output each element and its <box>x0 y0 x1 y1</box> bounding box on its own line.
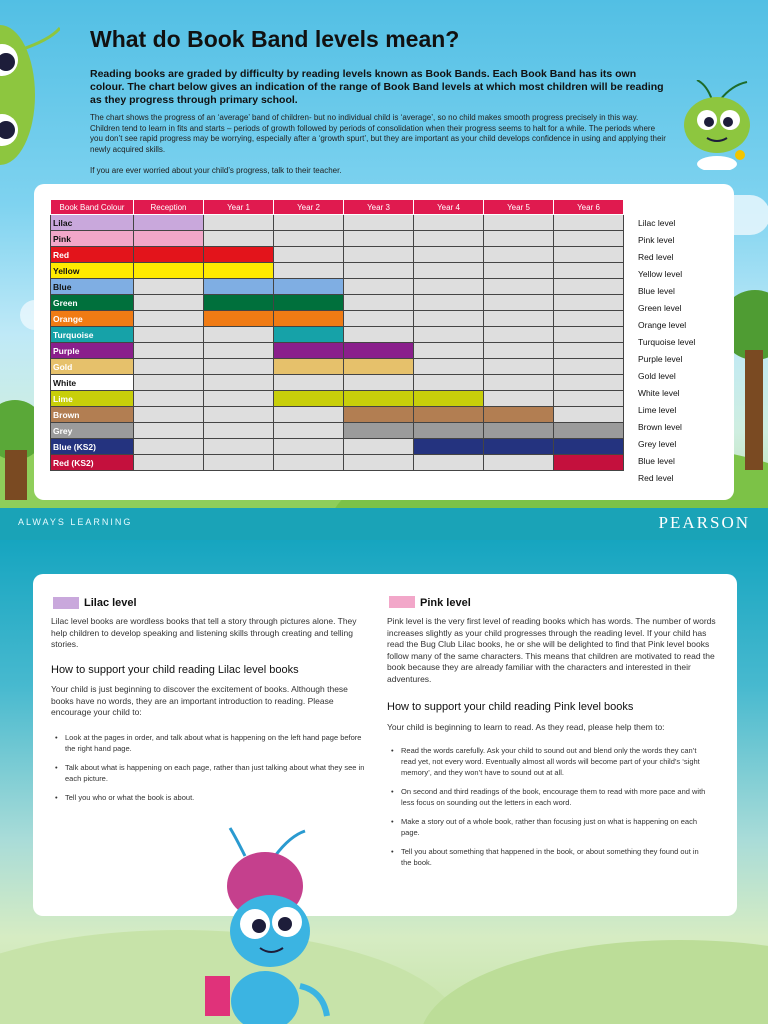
band-filled-cell <box>204 263 274 279</box>
chart-header-cell: Book Band Colour <box>51 200 134 215</box>
band-empty-cell <box>484 327 554 343</box>
band-empty-cell <box>554 279 624 295</box>
band-empty-cell <box>484 391 554 407</box>
chart-header-cell: Reception <box>134 200 204 215</box>
band-empty-cell <box>414 343 484 359</box>
band-empty-cell <box>274 455 344 471</box>
lilac-how-title: How to support your child reading Lilac level books <box>51 664 299 676</box>
band-filled-cell <box>414 439 484 455</box>
band-name-cell: Grey <box>51 423 134 439</box>
list-item: • Make a story out of a whole book, rather than focusing just on what is happening on each page. <box>389 816 711 838</box>
always-learning-label: ALWAYS LEARNING <box>18 517 133 527</box>
level-legend-item: Grey level <box>638 439 677 449</box>
band-filled-cell <box>204 247 274 263</box>
band-empty-cell <box>414 311 484 327</box>
band-empty-cell <box>134 375 204 391</box>
pearson-logo: PEARSON <box>658 513 750 532</box>
band-empty-cell <box>344 263 414 279</box>
band-empty-cell <box>344 295 414 311</box>
band-filled-cell <box>134 231 204 247</box>
lilac-title: Lilac level <box>84 597 137 609</box>
band-empty-cell <box>344 311 414 327</box>
hill-shape <box>420 940 768 1024</box>
band-filled-cell <box>414 407 484 423</box>
band-empty-cell <box>134 423 204 439</box>
band-empty-cell <box>344 439 414 455</box>
band-filled-cell <box>204 279 274 295</box>
band-empty-cell <box>344 279 414 295</box>
band-name-cell: Orange <box>51 311 134 327</box>
band-name-cell: Yellow <box>51 263 134 279</box>
band-empty-cell <box>554 327 624 343</box>
band-empty-cell <box>134 279 204 295</box>
chart-header-cell: Year 1 <box>204 200 274 215</box>
pink-tips-list <box>389 745 711 876</box>
table-row <box>51 247 624 263</box>
band-filled-cell <box>414 391 484 407</box>
chart-header-cell: Year 4 <box>414 200 484 215</box>
band-empty-cell <box>204 407 274 423</box>
table-row <box>51 327 624 343</box>
band-empty-cell <box>274 231 344 247</box>
chart-header-cell: Year 2 <box>274 200 344 215</box>
band-empty-cell <box>204 215 274 231</box>
intro-worry-text: If you are ever worried about your child’s progress, talk to their teacher. <box>90 166 342 175</box>
band-empty-cell <box>484 263 554 279</box>
band-filled-cell <box>344 407 414 423</box>
band-filled-cell <box>274 391 344 407</box>
band-empty-cell <box>274 375 344 391</box>
band-empty-cell <box>554 231 624 247</box>
book-band-chart <box>50 199 624 471</box>
list-item: • Look at the pages in order, and talk about what is happening on the left hand page before the right hand page. <box>53 732 365 754</box>
band-empty-cell <box>484 343 554 359</box>
band-name-cell: Turquoise <box>51 327 134 343</box>
band-empty-cell <box>274 407 344 423</box>
list-item: • Talk about what is happening on each page, rather than just talking about what they see in each picture. <box>53 762 365 784</box>
chart-header-cell: Year 3 <box>344 200 414 215</box>
band-name-cell: Pink <box>51 231 134 247</box>
band-empty-cell <box>274 247 344 263</box>
tree-trunk <box>5 450 27 500</box>
table-row <box>51 311 624 327</box>
band-empty-cell <box>484 231 554 247</box>
chart-header-row <box>51 200 624 215</box>
band-empty-cell <box>134 359 204 375</box>
lilac-tips-list <box>53 732 365 811</box>
band-name-cell: Lime <box>51 391 134 407</box>
band-filled-cell <box>274 359 344 375</box>
band-filled-cell <box>274 327 344 343</box>
band-name-cell: Green <box>51 295 134 311</box>
band-empty-cell <box>134 391 204 407</box>
band-empty-cell <box>554 263 624 279</box>
band-empty-cell <box>554 391 624 407</box>
band-empty-cell <box>554 311 624 327</box>
band-empty-cell <box>554 375 624 391</box>
band-empty-cell <box>414 231 484 247</box>
pink-body: Pink level is the very first level of reading books which has words. The number of words increases slightly as your child progresses through the reading level. If your child has read the Bug Club Lilac books, he or she will be delighted to find that Pink level books follow many of the same characters. This means that children are motivated to read the book because they are already familiar with the characters and interested in their adventures. <box>387 616 716 684</box>
band-empty-cell <box>344 327 414 343</box>
table-row <box>51 407 624 423</box>
table-row <box>51 423 624 439</box>
band-empty-cell <box>484 295 554 311</box>
band-empty-cell <box>274 215 344 231</box>
list-item: • Tell you about something that happened in the book, or about something they found out in the book. <box>389 846 711 868</box>
band-empty-cell <box>204 327 274 343</box>
band-empty-cell <box>204 439 274 455</box>
band-name-cell: Red <box>51 247 134 263</box>
band-empty-cell <box>414 327 484 343</box>
band-filled-cell <box>274 295 344 311</box>
band-filled-cell <box>274 343 344 359</box>
band-name-cell: Blue (KS2) <box>51 439 134 455</box>
band-empty-cell <box>274 263 344 279</box>
band-filled-cell <box>554 423 624 439</box>
band-empty-cell <box>134 327 204 343</box>
list-item: • Read the words carefully. Ask your child to sound out and blend only the words they can’t read yet, not every word. Eventually almost all words will become part of your child’s ‘sight memory’, and they won’t have to sound out at all. <box>389 745 711 778</box>
table-row <box>51 439 624 455</box>
band-empty-cell <box>134 295 204 311</box>
band-filled-cell <box>134 215 204 231</box>
band-empty-cell <box>134 455 204 471</box>
band-empty-cell <box>414 455 484 471</box>
level-legend-item: Brown level <box>638 422 682 432</box>
band-empty-cell <box>204 455 274 471</box>
table-row <box>51 263 624 279</box>
band-empty-cell <box>414 247 484 263</box>
band-filled-cell <box>134 263 204 279</box>
band-empty-cell <box>134 407 204 423</box>
intro-small-text: The chart shows the progress of an ‘average’ band of children- but no individual child is ‘average’, so no child makes smooth progress precisely in this way. Children tend to learn in fits and starts – periods of growth followed by periods of consolidation when their progress seems to halt for a while. The periods where you don’t see rapid progress may be worrying, especially after a ‘growth spurt’, but they are important as your child develops confidence in using and applying their newly acquired skills. <box>90 113 666 154</box>
lilac-how-body: Your child is just beginning to discover the excitement of books. Although these books have no words, they are an important introduction to reading. Please encourage your child to: <box>51 684 348 717</box>
band-empty-cell <box>414 279 484 295</box>
band-empty-cell <box>344 247 414 263</box>
level-legend-item: Blue level <box>638 456 675 466</box>
chart-header-cell: Year 6 <box>554 200 624 215</box>
band-filled-cell <box>344 343 414 359</box>
list-item: • Tell you who or what the book is about. <box>53 792 365 803</box>
band-empty-cell <box>414 215 484 231</box>
band-empty-cell <box>344 215 414 231</box>
band-empty-cell <box>554 247 624 263</box>
band-filled-cell <box>204 295 274 311</box>
table-row <box>51 375 624 391</box>
band-empty-cell <box>344 231 414 247</box>
table-row <box>51 231 624 247</box>
band-name-cell: Blue <box>51 279 134 295</box>
band-empty-cell <box>484 375 554 391</box>
pink-title: Pink level <box>420 597 471 609</box>
band-empty-cell <box>484 455 554 471</box>
chart-body <box>51 215 624 471</box>
level-legend-item: Pink level <box>638 235 675 245</box>
band-empty-cell <box>484 359 554 375</box>
band-empty-cell <box>484 279 554 295</box>
band-name-cell: Gold <box>51 359 134 375</box>
band-empty-cell <box>134 343 204 359</box>
bug-character-right-icon <box>672 80 752 170</box>
band-filled-cell <box>134 247 204 263</box>
level-legend-item: Orange level <box>638 320 687 330</box>
band-filled-cell <box>554 455 624 471</box>
bug-character-bottom-icon <box>205 826 335 1024</box>
band-name-cell: White <box>51 375 134 391</box>
band-name-cell: Lilac <box>51 215 134 231</box>
band-empty-cell <box>344 375 414 391</box>
table-row <box>51 359 624 375</box>
level-legend-item: Red level <box>638 473 674 483</box>
pink-how-body: Your child is beginning to learn to read. As they read, please help them to: <box>387 722 665 732</box>
band-empty-cell <box>134 311 204 327</box>
band-empty-cell <box>204 391 274 407</box>
level-legend-item: Lime level <box>638 405 677 415</box>
band-filled-cell <box>344 391 414 407</box>
level-legend-item: Turquoise level <box>638 337 696 347</box>
band-filled-cell <box>484 439 554 455</box>
band-name-cell: Purple <box>51 343 134 359</box>
table-row <box>51 295 624 311</box>
band-empty-cell <box>554 407 624 423</box>
band-empty-cell <box>204 375 274 391</box>
band-filled-cell <box>204 311 274 327</box>
pink-swatch <box>389 596 415 608</box>
band-empty-cell <box>414 295 484 311</box>
band-filled-cell <box>484 407 554 423</box>
level-legend-item: Gold level <box>638 371 676 381</box>
level-legend-item: Green level <box>638 303 682 313</box>
band-empty-cell <box>344 455 414 471</box>
band-empty-cell <box>204 343 274 359</box>
band-name-cell: Red (KS2) <box>51 455 134 471</box>
band-empty-cell <box>204 423 274 439</box>
table-row <box>51 279 624 295</box>
level-legend-item: Blue level <box>638 286 675 296</box>
band-empty-cell <box>414 263 484 279</box>
band-filled-cell <box>554 439 624 455</box>
band-empty-cell <box>274 439 344 455</box>
band-filled-cell <box>414 423 484 439</box>
bug-character-left-icon <box>0 20 60 170</box>
band-filled-cell <box>274 279 344 295</box>
band-filled-cell <box>344 423 414 439</box>
band-empty-cell <box>414 375 484 391</box>
level-legend-item: White level <box>638 388 680 398</box>
level-legend-item: Red level <box>638 252 674 262</box>
band-empty-cell <box>554 359 624 375</box>
table-row <box>51 215 624 231</box>
band-filled-cell <box>484 423 554 439</box>
level-legend-list <box>638 215 695 487</box>
band-empty-cell <box>554 343 624 359</box>
band-name-cell: Brown <box>51 407 134 423</box>
band-empty-cell <box>484 247 554 263</box>
level-legend-item: Yellow level <box>638 269 683 279</box>
pink-how-title: How to support your child reading Pink level books <box>387 701 634 713</box>
band-empty-cell <box>134 439 204 455</box>
band-filled-cell <box>274 311 344 327</box>
band-filled-cell <box>344 359 414 375</box>
band-empty-cell <box>274 423 344 439</box>
table-row <box>51 391 624 407</box>
chart-header-cell: Year 5 <box>484 200 554 215</box>
table-row <box>51 343 624 359</box>
level-legend-item: Purple level <box>638 354 683 364</box>
lilac-swatch <box>53 597 79 609</box>
list-item: • On second and third readings of the book, encourage them to read with more pace and with less focus on sounding out the letters in each word. <box>389 786 711 808</box>
lilac-body: Lilac level books are wordless books that tell a story through pictures alone. They help children to develop speaking and listening skills through creating and telling stories. <box>51 616 357 649</box>
band-empty-cell <box>484 215 554 231</box>
tree-trunk <box>745 350 763 470</box>
band-empty-cell <box>554 215 624 231</box>
band-empty-cell <box>554 295 624 311</box>
band-empty-cell <box>204 231 274 247</box>
table-row <box>51 455 624 471</box>
page-title: What do Book Band levels mean? <box>90 26 460 52</box>
band-empty-cell <box>204 359 274 375</box>
intro-bold-text: Reading books are graded by difficulty by reading levels known as Book Bands. Each Book Band has its own colour. The chart below gives an indication of the range of Book Band levels at which most children will be reading as they progress through primary school. <box>90 68 664 106</box>
level-legend-item: Lilac level <box>638 218 676 228</box>
band-empty-cell <box>484 311 554 327</box>
band-empty-cell <box>414 359 484 375</box>
